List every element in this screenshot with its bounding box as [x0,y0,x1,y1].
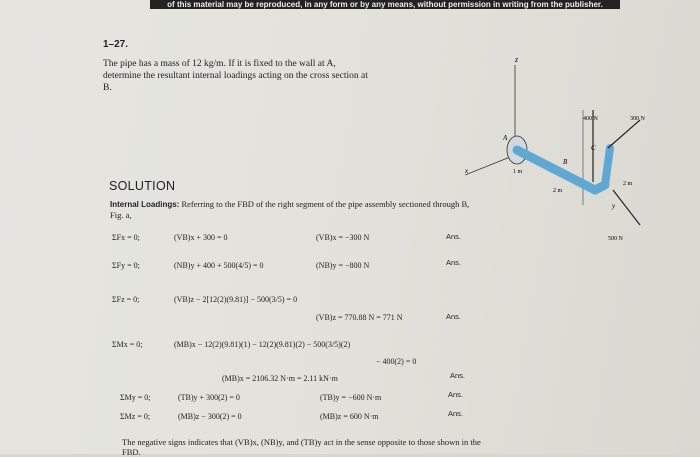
eq3-expr: (VB)z − 2[12(2)(9.81)] − 500(3/5) = 0 [174,295,298,304]
intro-bold: Internal Loadings: [110,200,180,209]
eq3-lhs: ΣFz = 0; [112,295,140,304]
force-500-arrow [613,190,640,225]
problem-number: 1–27. [103,39,129,50]
label-force-300: 300 N [630,116,645,122]
eq1-lhs: ΣFx = 0; [112,233,140,242]
label-a: A [503,134,508,142]
eq3-ans: Ans. [446,312,462,321]
eq5-expr: (TB)y + 300(2) = 0 [178,393,240,402]
label-z: z [515,55,519,64]
force-arrows [593,110,640,225]
eq1-ans: Ans. [446,232,462,241]
sign-note: The negative signs indicates that (VB)x, (NB)y, and (TB)y act in the sense opposite to those shown in the FBD. [122,437,481,457]
eq6-result: (MB)z = 600 N·m [320,412,379,421]
pipe-assembly [517,148,610,190]
label-force-500: 500 N [608,236,623,242]
copyright-banner: of this material may be reproduced, in any form or by any means, without permission in writing from the publisher. [150,0,620,9]
force-300-arrow [608,120,640,148]
eq2-lhs: ΣFy = 0; [112,261,140,270]
eq6-ans: Ans. [448,409,464,418]
eq5-result: (TB)y = −600 N·m [320,393,382,402]
label-x: x [465,167,469,175]
solution-heading: SOLUTION [109,179,176,193]
eq1-expr: (VB)x + 300 = 0 [174,233,228,242]
eq4-lhs: ΣMx = 0; [112,340,143,349]
eq4-expr: (MB)x − 12(2)(9.81)(1) − 12(2)(9.81)(2) − 500(3/5)(2) [174,340,351,349]
eq2-expr: (NB)y + 400 + 500(4/5) = 0 [174,261,264,270]
pipe-segment-c [605,148,610,185]
eq4-result: (MB)x = 2106.32 N·m = 2.11 kN·m [222,374,338,383]
label-dim-1: 1 m [513,169,523,175]
label-y: y [612,202,616,210]
label-dim-3: 2 m [623,181,633,187]
eq5-lhs: ΣMy = 0; [120,393,151,402]
label-force-400: 400 N [583,116,598,122]
problem-statement: The pipe has a mass of 12 kg/m. If it is fixed to the wall at A, determine the resultant internal loadings acting on the cross section at B. [103,59,368,93]
intro-text: Referring to the FBD of the right segment of the pipe assembly sectioned through B, Fig. a, [110,199,470,220]
solution-intro [110,199,470,221]
x-axis [465,155,515,175]
eq4-expr-cont: − 400(2) = 0 [376,357,417,366]
eq5-ans: Ans. [448,390,464,399]
eq1-result: (VB)x = −300 N [316,233,370,242]
label-c: C [591,144,596,152]
label-dim-2: 2 m [553,188,563,194]
eq3-result: (VB)z = 770.88 N = 771 N [316,313,403,322]
eq2-ans: Ans. [446,258,462,267]
pipe-figure [465,40,700,270]
eq6-lhs: ΣMz = 0; [120,412,151,421]
label-b: B [563,158,568,166]
axes [465,65,605,190]
eq4-ans: Ans. [450,371,466,380]
eq2-result: (NB)y = −800 N [316,261,370,270]
eq6-expr: (MB)z − 300(2) = 0 [178,412,242,421]
